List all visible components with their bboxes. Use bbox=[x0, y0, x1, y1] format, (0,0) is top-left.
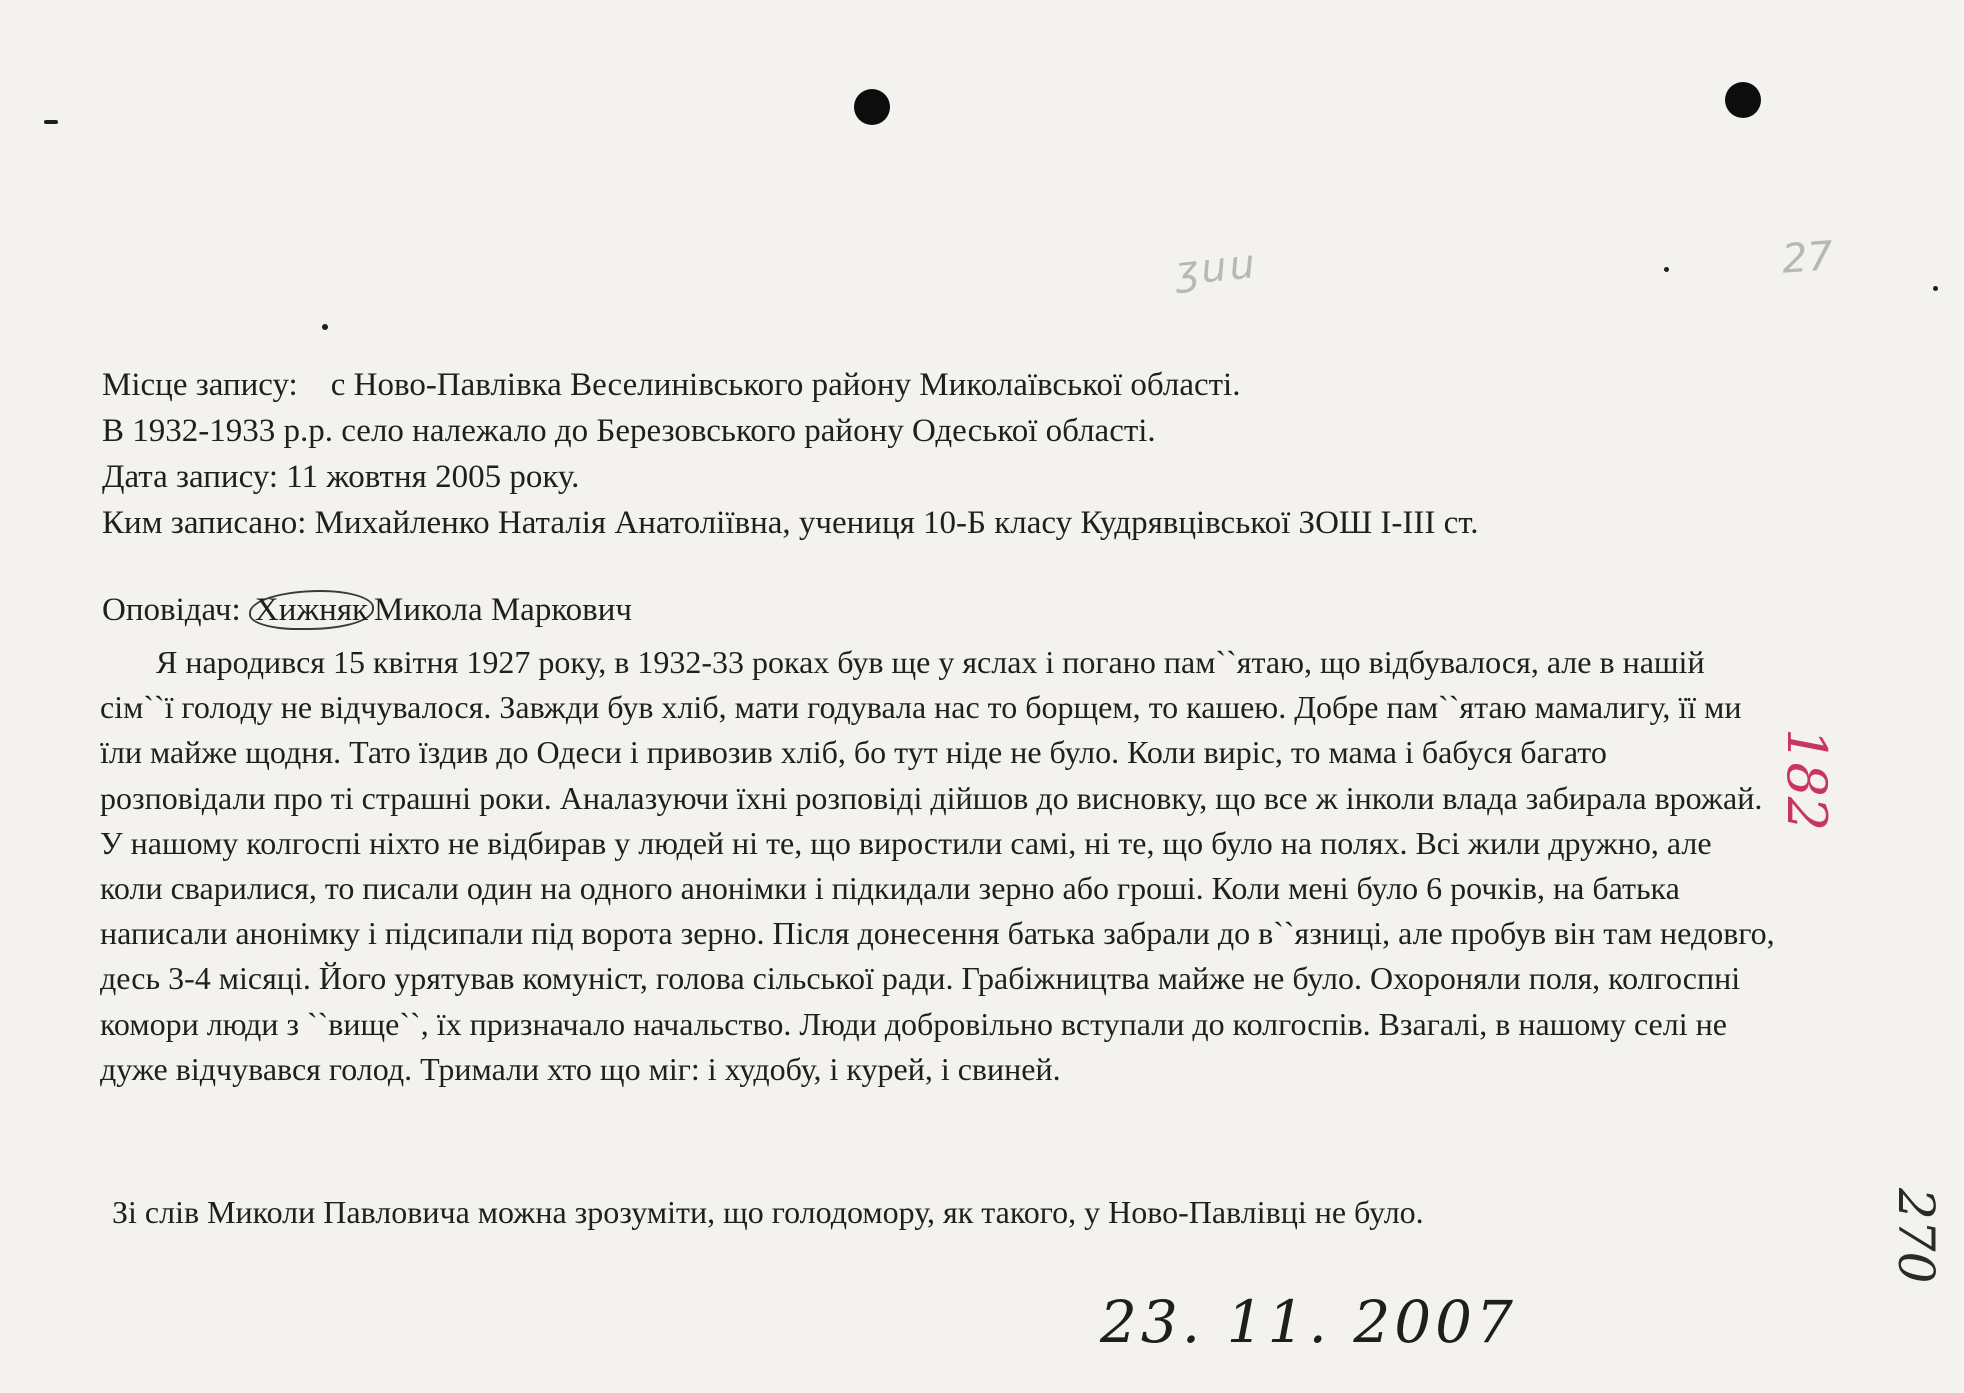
recorder-label: Ким записано: bbox=[102, 505, 307, 541]
narrator-name: Микола Маркович bbox=[374, 592, 633, 628]
ink-speck bbox=[1664, 267, 1669, 272]
record-place-label: Місце запису: bbox=[102, 367, 298, 403]
red-folio-number: 182 bbox=[1775, 728, 1838, 832]
narrator-surname: Хижняк bbox=[249, 590, 374, 630]
handwritten-date: 23. 11. 2007 bbox=[1100, 1288, 1517, 1356]
recorder-line bbox=[102, 500, 1478, 546]
punch-hole bbox=[1725, 82, 1761, 118]
ink-speck bbox=[1933, 286, 1938, 291]
record-date-line bbox=[102, 454, 1478, 500]
record-metadata bbox=[102, 362, 1478, 546]
punch-hole bbox=[854, 89, 890, 125]
ink-speck bbox=[44, 120, 58, 124]
record-place-line bbox=[102, 362, 1478, 408]
record-date-value: 11 жовтня 2005 року. bbox=[286, 459, 580, 495]
pencil-number: 27 bbox=[1780, 233, 1835, 283]
record-history-line: В 1932-1933 р.р. село належало до Березовського району Одеської області. bbox=[102, 413, 1156, 449]
testimony-conclusion: Зі слів Миколи Павловича можна зрозуміти, що голодомору, як такого, у Ново-Павлівці не було. bbox=[112, 1194, 1424, 1230]
testimony-text: Я народився 15 квітня 1927 року, в 1932-33 роках був ще у яслах і погано пам``ятаю, що відбувалося, але в нашій сім``ї голоду не відчувалося. Завжди був хліб, мати годувала нас то борщем, то кашею. Добре пам``ятаю мамалигу, її ми їли майже щодня. Тато їздив до Одеси і привозив хліб, бо тут ніде не було. Коли виріс, то мама і бабуся багато розповідали про ті страшні роки. Аналазуючи їхні розповіді дійшов до висновку, що все ж інколи влада забирала врожай. У нашому колгоспі ніхто не відбирав у людей ні те, що виростили самі, ні те, що було на полях. Всі жили дружно, але коли сварилися, то писали один на одного анонімки і підкидали зерно або гроші. Коли мені було 6 рочків, на батька написали анонімку і підсипали під ворота зерно. Після донесення батька забрали до в``язниці, але пробув він там недовго, десь 3-4 місяці. Його урятував комуніст, голова сільської ради. Грабіжництва майже не було. Охороняли поля, колгоспні комори люди з ``вище``, їх призначало начальство. Люди добровільно вступали до колгоспів. Взагалі, в нашому селі не дуже відчувався голод. Тримали хто що міг: і худобу, і курей, і свиней. bbox=[100, 644, 1775, 1087]
narrator-line bbox=[102, 592, 632, 629]
ink-speck bbox=[322, 324, 328, 330]
recorder-value: Михайленко Наталія Анатоліївна, учениця 10-Б класу Кудрявцівської ЗОШ І-ІІІ ст. bbox=[314, 505, 1479, 541]
record-place-value: с Ново-Павлівка Веселинівського району Миколаївської області. bbox=[330, 367, 1241, 403]
record-date-label: Дата запису: bbox=[102, 459, 279, 495]
black-folio-number: 270 bbox=[1887, 1188, 1945, 1284]
testimony-body bbox=[100, 640, 1780, 1092]
narrator-label: Оповідач: bbox=[102, 592, 241, 628]
pencil-archive-mark: ʒuu bbox=[1172, 240, 1260, 296]
